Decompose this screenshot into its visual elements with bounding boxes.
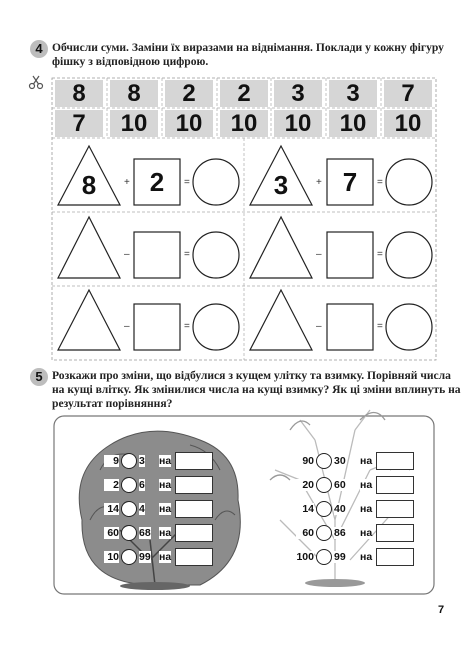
task-5-text-line3: результат порівняння? bbox=[52, 397, 173, 410]
number-a: 100 bbox=[296, 551, 314, 563]
minus-sign: – bbox=[124, 249, 130, 260]
answer-box[interactable] bbox=[376, 500, 414, 518]
compare-circle[interactable] bbox=[316, 477, 332, 493]
compare-circle[interactable] bbox=[121, 477, 137, 493]
na-label: на bbox=[360, 479, 373, 491]
number-a: 2 bbox=[104, 479, 119, 491]
square-number-left: 2 bbox=[149, 167, 165, 197]
task-4-badge: 4 bbox=[30, 40, 48, 58]
page-number: 7 bbox=[438, 604, 445, 616]
card-bottom-4[interactable]: 10 bbox=[220, 110, 268, 137]
task-5-text-line1: Розкажи про зміни, що відбулися з кущем улітку та взимку. Порівняй числа bbox=[52, 369, 451, 382]
number-b: 30 bbox=[334, 455, 346, 467]
answer-box[interactable] bbox=[175, 548, 213, 566]
number-b: 40 bbox=[334, 503, 346, 515]
answer-box[interactable] bbox=[376, 476, 414, 494]
equals-sign: = bbox=[377, 321, 383, 332]
number-a: 10 bbox=[104, 551, 119, 563]
card-top-4[interactable]: 2 bbox=[220, 80, 268, 107]
plus-sign-right: + bbox=[316, 177, 322, 188]
equals-sign-left: = bbox=[184, 177, 190, 188]
compare-circle[interactable] bbox=[316, 501, 332, 517]
na-label: на bbox=[360, 527, 373, 539]
card-top-6[interactable]: 3 bbox=[329, 80, 377, 107]
na-label: на bbox=[159, 527, 172, 539]
number-b: 4 bbox=[139, 503, 145, 515]
compare-circle[interactable] bbox=[316, 525, 332, 541]
task-5-text-line2: на кущі влітку. Як змінилися числа на кущі взимку? Як ці зміни вплинуть на bbox=[52, 383, 461, 396]
equals-sign: = bbox=[184, 321, 190, 332]
na-label: на bbox=[159, 551, 172, 563]
triangle-number-right: 3 bbox=[273, 170, 289, 200]
compare-circle[interactable] bbox=[121, 501, 137, 517]
compare-circle[interactable] bbox=[316, 549, 332, 565]
triangle-number-left: 8 bbox=[81, 170, 97, 200]
number-a: 90 bbox=[296, 455, 314, 467]
answer-box[interactable] bbox=[376, 452, 414, 470]
equals-sign: = bbox=[377, 249, 383, 260]
number-a: 14 bbox=[104, 503, 119, 515]
answer-box[interactable] bbox=[175, 452, 213, 470]
compare-circle[interactable] bbox=[316, 453, 332, 469]
number-b: 60 bbox=[334, 479, 346, 491]
plus-sign-left: + bbox=[124, 177, 130, 188]
card-bottom-6[interactable]: 10 bbox=[329, 110, 377, 137]
number-b: 99 bbox=[334, 551, 346, 563]
na-label: на bbox=[360, 455, 373, 467]
card-bottom-7[interactable]: 10 bbox=[384, 110, 432, 137]
number-b: 68 bbox=[139, 527, 151, 539]
card-bottom-5[interactable]: 10 bbox=[274, 110, 322, 137]
answer-box[interactable] bbox=[175, 476, 213, 494]
number-a: 60 bbox=[296, 527, 314, 539]
na-label: на bbox=[159, 503, 172, 515]
card-top-7[interactable]: 7 bbox=[384, 80, 432, 107]
compare-circle[interactable] bbox=[121, 453, 137, 469]
answer-box[interactable] bbox=[376, 524, 414, 542]
equals-sign: = bbox=[184, 249, 190, 260]
equals-sign-right: = bbox=[377, 177, 383, 188]
na-label: на bbox=[360, 551, 373, 563]
card-bottom-1[interactable]: 7 bbox=[55, 110, 103, 137]
answer-box[interactable] bbox=[175, 500, 213, 518]
task-4-text-line1: Обчисли суми. Заміни їх виразами на віднімання. Поклади у кожну фігуру bbox=[52, 41, 444, 54]
na-label: на bbox=[360, 503, 373, 515]
number-b: 99 bbox=[139, 551, 151, 563]
card-top-3[interactable]: 2 bbox=[165, 80, 213, 107]
number-b: 86 bbox=[334, 527, 346, 539]
card-top-1[interactable]: 8 bbox=[55, 80, 103, 107]
minus-sign: – bbox=[316, 249, 322, 260]
square-number-right: 7 bbox=[342, 167, 358, 197]
card-top-5[interactable]: 3 bbox=[274, 80, 322, 107]
compare-circle[interactable] bbox=[121, 525, 137, 541]
number-a: 9 bbox=[104, 455, 119, 467]
card-bottom-2[interactable]: 10 bbox=[110, 110, 158, 137]
card-bottom-3[interactable]: 10 bbox=[165, 110, 213, 137]
na-label: на bbox=[159, 479, 172, 491]
task-5-badge: 5 bbox=[30, 368, 48, 386]
number-b: 3 bbox=[139, 455, 145, 467]
na-label: на bbox=[159, 455, 172, 467]
answer-box[interactable] bbox=[376, 548, 414, 566]
number-a: 60 bbox=[104, 527, 119, 539]
number-b: 6 bbox=[139, 479, 145, 491]
card-top-2[interactable]: 8 bbox=[110, 80, 158, 107]
number-a: 20 bbox=[296, 479, 314, 491]
minus-sign: – bbox=[124, 321, 130, 332]
answer-box[interactable] bbox=[175, 524, 213, 542]
number-a: 14 bbox=[296, 503, 314, 515]
compare-circle[interactable] bbox=[121, 549, 137, 565]
task-4-text-line2: фішку з відповідною цифрою. bbox=[52, 55, 209, 68]
minus-sign: – bbox=[316, 321, 322, 332]
